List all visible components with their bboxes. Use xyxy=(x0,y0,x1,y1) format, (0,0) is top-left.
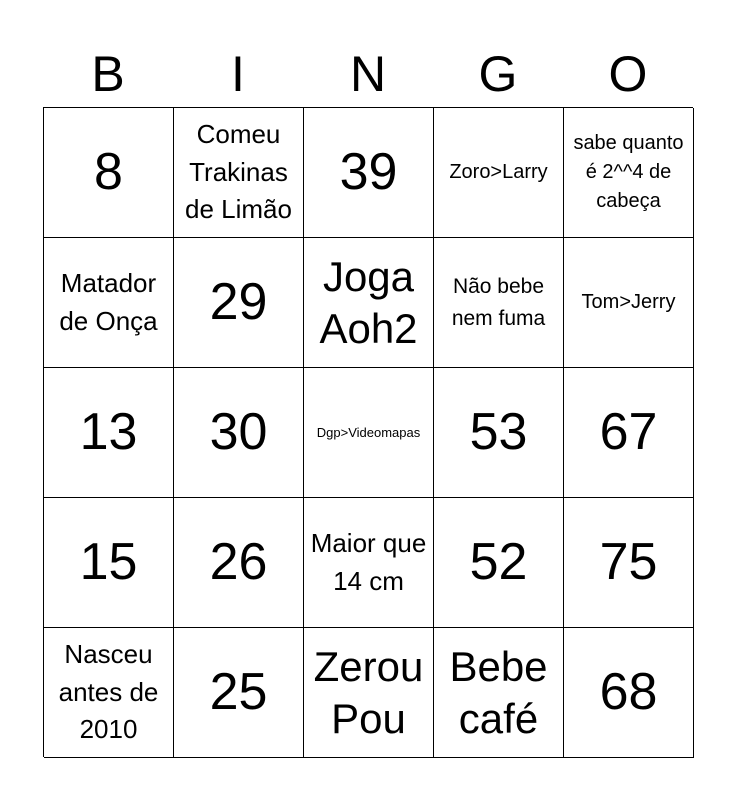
bingo-cell[interactable]: 25 xyxy=(174,628,304,758)
bingo-cell[interactable]: 75 xyxy=(564,498,694,628)
bingo-cell[interactable]: 39 xyxy=(304,108,434,238)
header-letter-b: B xyxy=(91,46,125,102)
bingo-cell[interactable]: Não bebe nem fuma xyxy=(434,238,564,368)
bingo-cell[interactable]: Dgp>Videomapas xyxy=(304,368,434,498)
bingo-cell[interactable]: 15 xyxy=(44,498,174,628)
bingo-cell[interactable]: 13 xyxy=(44,368,174,498)
bingo-cell[interactable]: 68 xyxy=(564,628,694,758)
bingo-cell[interactable]: 30 xyxy=(174,368,304,498)
bingo-cell[interactable]: Bebe café xyxy=(434,628,564,758)
header-letter-i: I xyxy=(231,46,245,102)
bingo-cell[interactable]: Comeu Trakinas de Limão xyxy=(174,108,304,238)
header-letter-g: G xyxy=(478,46,518,102)
header-letter-n: N xyxy=(349,46,387,102)
bingo-board xyxy=(43,107,693,757)
bingo-cell[interactable]: 29 xyxy=(174,238,304,368)
bingo-cell[interactable]: 67 xyxy=(564,368,694,498)
bingo-cell[interactable]: Maior que 14 cm xyxy=(304,498,434,628)
bingo-cell[interactable]: sabe quanto é 2^^4 de cabeça xyxy=(564,108,694,238)
bingo-cell[interactable]: Tom>Jerry xyxy=(564,238,694,368)
header-letter-o: O xyxy=(608,46,648,102)
bingo-cell[interactable]: 53 xyxy=(434,368,564,498)
bingo-cell[interactable]: Joga Aoh2 xyxy=(304,238,434,368)
bingo-cell[interactable]: 8 xyxy=(44,108,174,238)
bingo-header xyxy=(43,40,693,108)
bingo-cell[interactable]: 26 xyxy=(174,498,304,628)
bingo-cell[interactable]: Matador de Onça xyxy=(44,238,174,368)
bingo-cell[interactable]: 52 xyxy=(434,498,564,628)
bingo-cell[interactable]: Zoro>Larry xyxy=(434,108,564,238)
bingo-cell[interactable]: Zerou Pou xyxy=(304,628,434,758)
bingo-cell[interactable]: Nasceu antes de 2010 xyxy=(44,628,174,758)
